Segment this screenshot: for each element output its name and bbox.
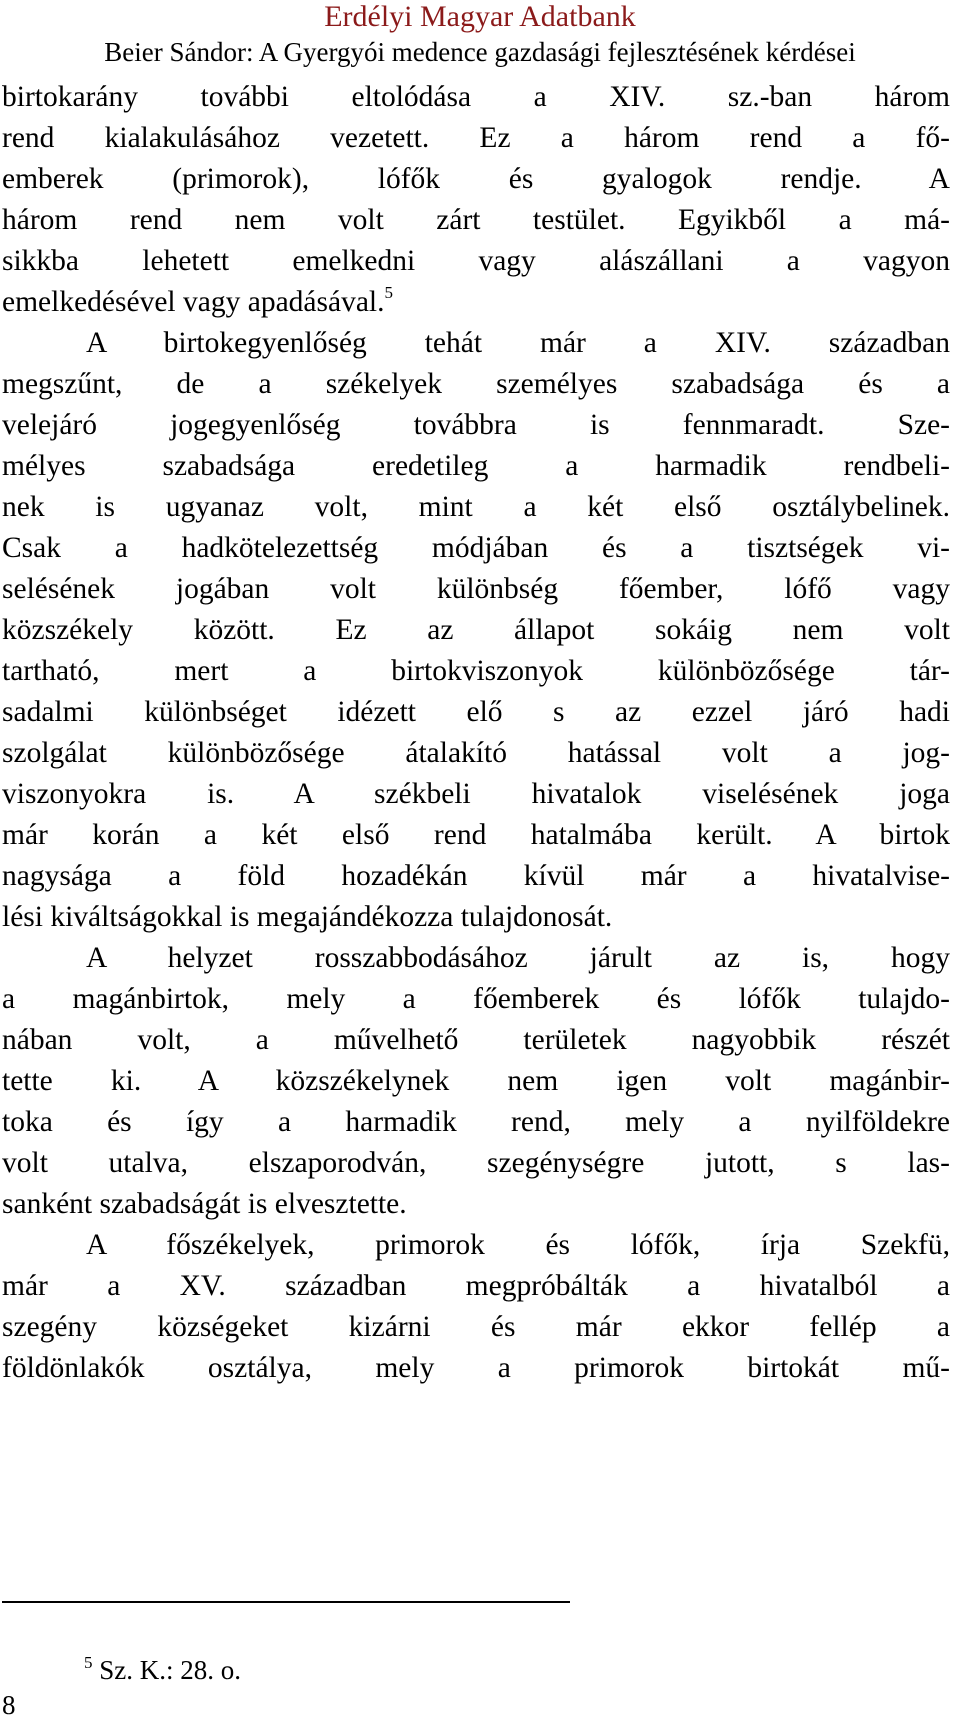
text-line: volt utalva, elszaporodván, szegénységre jutott, s las- [2, 1147, 950, 1179]
text-line: sadalmi különbséget idézett elő s az ezzel járó hadi [2, 696, 950, 728]
text-line: viszonyokra is. A székbeli hivatalok viselésének joga [2, 778, 950, 810]
text-line: nek is ugyanaz volt, mint a két első osztálybelinek. [2, 491, 950, 523]
text-line: velejáró jogegyenlőség továbbra is fennmaradt. Sze- [2, 409, 950, 441]
text-line: három rend nem volt zárt testület. Egyikből a má- [2, 204, 950, 236]
text-line: A helyzet rosszabbodásához járult az is, hogy [86, 942, 950, 974]
text-line: toka és így a harmadik rend, mely a nyilföldekre [2, 1106, 950, 1138]
body-text [2, 77, 950, 1389]
text-line: sikkba lehetett emelkedni vagy alászállani a vagyon [2, 245, 950, 277]
text-line: emberek (primorok), lófők és gyalogok rendje. A [2, 163, 950, 195]
footnote-divider [2, 1601, 570, 1603]
footnote-number: 5 [84, 1653, 93, 1672]
text-line: Csak a hadkötelezettség módjában és a tisztségek vi- [2, 532, 950, 564]
text-line: A birtokegyenlőség tehát már a XIV. században [86, 327, 950, 359]
text-line: mélyes szabadsága eredetileg a harmadik rendbeli- [2, 450, 950, 482]
footnote-text: Sz. K.: 28. o. [99, 1655, 241, 1685]
text-line-content: emelkedésével vagy apadásával. [2, 286, 385, 318]
text-line: megszűnt, de a székelyek személyes szabadsága és a [2, 368, 950, 400]
text-line: földönlakók osztálya, mely a primorok birtokát mű- [2, 1352, 950, 1384]
document-title: Beier Sándor: A Gyergyói medence gazdasági fejlesztésének kérdései [104, 37, 856, 67]
text-line: lési kiváltságokkal is megajándékozza tulajdonosát. [2, 901, 613, 933]
text-line: tette ki. A közszékelynek nem igen volt magánbir- [2, 1065, 950, 1097]
text-line: tartható, mert a birtokviszonyok különbözősége tár- [2, 655, 950, 687]
text-line: már korán a két első rend hatalmába került. A birtok [2, 819, 950, 851]
text-line [2, 282, 950, 323]
page-number: 8 [2, 1690, 16, 1720]
text-line: selésének jogában volt különbség főember, lófő vagy [2, 573, 950, 605]
text-line: nában volt, a művelhető területek nagyobbik részét [2, 1024, 950, 1056]
text-line: A főszékelyek, primorok és lófők, írja Szekfü, [86, 1229, 950, 1261]
text-line: szolgálat különbözősége átalakító hatással volt a jog- [2, 737, 950, 769]
text-line: birtokarány további eltolódása a XIV. sz.-ban három [2, 81, 950, 113]
text-line: már a XV. században megpróbálták a hivatalból a [2, 1270, 950, 1302]
text-line: közszékely között. Ez az állapot sokáig nem volt [2, 614, 950, 646]
text-line: szegény községeket kizárni és már ekkor fellép a [2, 1311, 950, 1343]
footnote [84, 1655, 241, 1685]
text-line: sanként szabadságát is elvesztette. [2, 1188, 407, 1220]
footnote-reference[interactable]: 5 [384, 283, 393, 302]
text-line: nagysága a föld hozadékán kívül már a hivatalvise- [2, 860, 950, 892]
site-title: Erdélyi Magyar Adatbank [324, 0, 636, 33]
text-line: a magánbirtok, mely a főemberek és lófők tulajdo- [2, 983, 950, 1015]
text-line: rend kialakulásához vezetett. Ez a három rend a fő- [2, 122, 950, 154]
